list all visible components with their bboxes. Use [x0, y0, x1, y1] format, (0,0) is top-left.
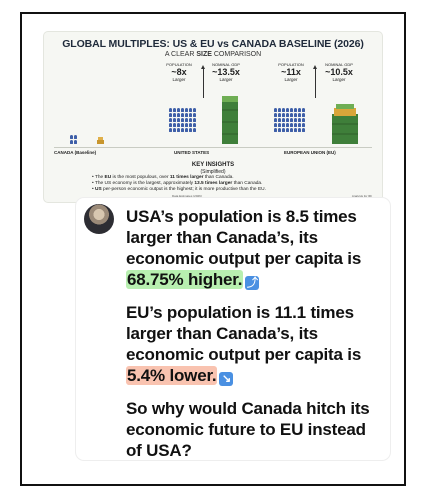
insight-item: • The US economy is the largest, approximately 13.5 times larger than Canada. — [92, 181, 266, 187]
post-paragraph-usa: USA’s population is 8.5 times larger than Canada’s, its economic output per capita is 68.75% higher. ⤴ — [126, 207, 362, 289]
us-people-icon — [169, 108, 196, 132]
baseline-divider — [54, 147, 372, 148]
post-paragraph-question: So why would Canada hitch its economic future to EU instead of USA? — [126, 399, 370, 460]
image-frame — [20, 12, 406, 486]
insights-subtitle: (Simplified) — [200, 169, 226, 175]
us-money-stack-icon — [220, 94, 240, 144]
eu-money-stack-icon — [330, 104, 360, 144]
credit-note: Analysis for Illlr — [351, 194, 372, 198]
eu-gdp-metric: NOMINAL GDP ~10.5x Larger — [325, 62, 353, 82]
infographic — [44, 32, 382, 202]
post-card — [76, 198, 390, 460]
arrow-down-right-icon: ↘ — [219, 372, 233, 386]
highlight-lower: 5.4% lower. — [127, 366, 217, 385]
arrow-up-right-icon: ⤴ — [246, 277, 258, 289]
us-label: UNITED STATES — [174, 150, 210, 155]
insights-list — [92, 175, 266, 193]
infographic-title: GLOBAL MULTIPLES: US & EU vs CANADA BASELINE (2026) — [62, 38, 364, 50]
insight-item: • US per-person economic output is the highest; it is more productive than the EU. — [92, 187, 266, 193]
canada-people-icon — [70, 135, 77, 144]
highlight-higher: 68.75% higher. — [127, 270, 243, 289]
post-paragraph-eu: EU’s population is 11.1 times larger than Canada’s, its economic output per capita is 5.4% lower. ↘ — [126, 303, 362, 385]
us-population-metric: POPULATION ~8x Larger — [166, 62, 192, 82]
eu-people-icon — [274, 108, 305, 132]
source-note: Data Estimates (2026) — [172, 194, 202, 198]
insight-item: • The EU is the most populous, over 11 times larger than Canada. — [92, 175, 266, 181]
insights-title: KEY INSIGHTS — [191, 162, 235, 168]
canada-money-icon — [96, 136, 105, 144]
eu-population-metric: POPULATION ~11x Larger — [278, 62, 304, 82]
us-gdp-metric: NOMINAL GDP ~13.5x Larger — [212, 62, 240, 82]
avatar[interactable] — [84, 204, 114, 234]
infographic-subtitle: A CLEAR SIZE COMPARISON — [164, 51, 262, 58]
canada-label: CANADA (Baseline) — [54, 150, 97, 155]
eu-label: EUROPEAN UNION (EU) — [284, 150, 336, 155]
